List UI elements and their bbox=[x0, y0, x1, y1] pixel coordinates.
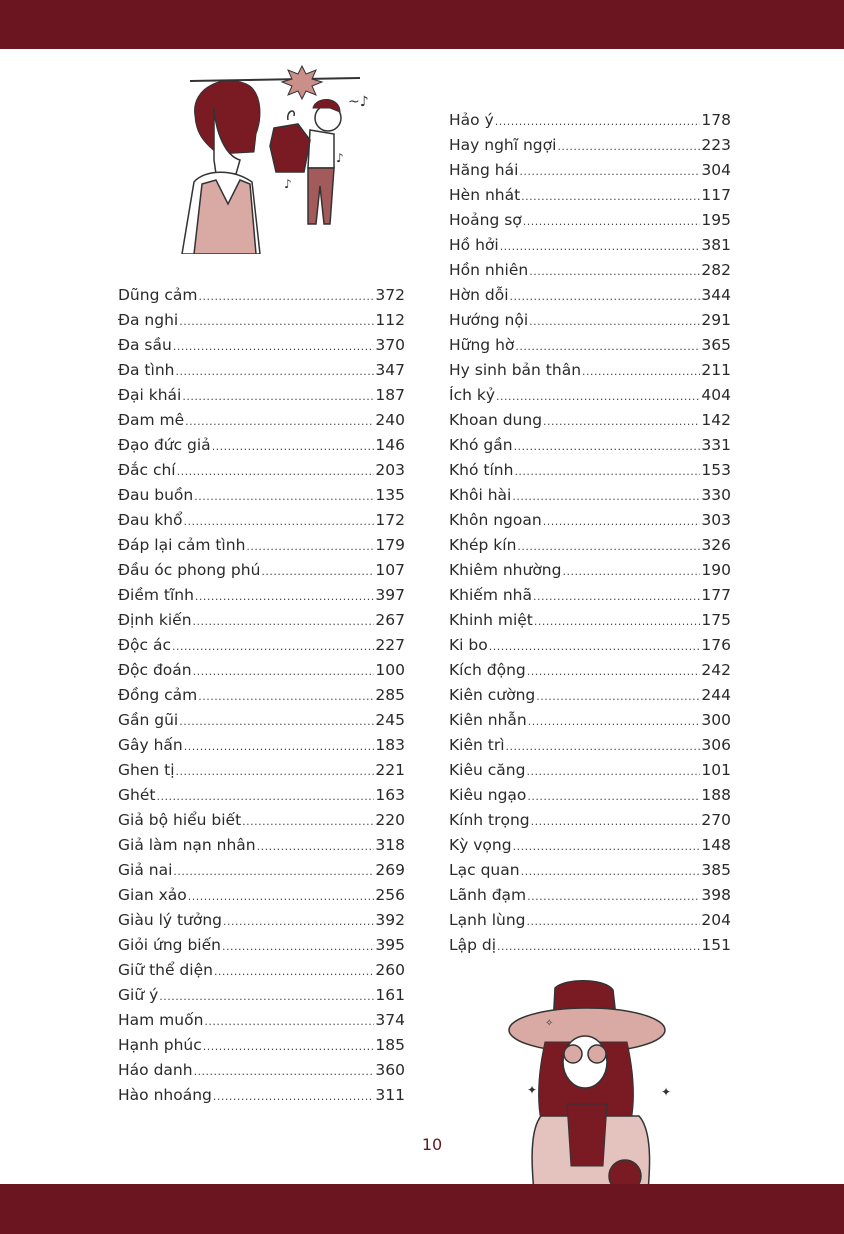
index-entry bbox=[118, 283, 405, 308]
index-term: Khoan dung bbox=[449, 411, 543, 429]
index-page: 175 bbox=[701, 611, 731, 629]
dot-leader bbox=[515, 334, 700, 359]
dot-leader bbox=[582, 359, 700, 384]
dot-leader bbox=[531, 809, 701, 834]
index-page: 112 bbox=[375, 311, 405, 329]
dot-leader bbox=[527, 909, 701, 934]
dot-leader bbox=[495, 109, 701, 134]
index-entry bbox=[449, 808, 731, 833]
dot-leader bbox=[528, 709, 701, 734]
index-entry bbox=[118, 358, 405, 383]
index-term: Đa tình bbox=[118, 361, 175, 379]
index-entry bbox=[449, 633, 731, 658]
index-term: Đắc chí bbox=[118, 461, 176, 479]
dot-leader bbox=[176, 759, 375, 784]
index-entry bbox=[449, 583, 731, 608]
dot-leader bbox=[159, 984, 374, 1009]
index-term: Gây hấn bbox=[118, 736, 183, 754]
dot-leader bbox=[173, 859, 374, 884]
index-entry bbox=[449, 783, 731, 808]
index-page: 221 bbox=[375, 761, 405, 779]
index-page: 372 bbox=[375, 286, 405, 304]
index-page: 195 bbox=[701, 211, 731, 229]
dot-leader bbox=[557, 134, 700, 159]
index-entry bbox=[449, 433, 731, 458]
index-page: 282 bbox=[701, 261, 731, 279]
index-entry bbox=[449, 408, 731, 433]
dot-leader bbox=[526, 759, 700, 784]
dot-leader bbox=[521, 184, 700, 209]
index-term: Kiêu ngạo bbox=[449, 786, 527, 804]
index-term: Đa nghi bbox=[118, 311, 179, 329]
bottom-band bbox=[0, 1184, 844, 1234]
index-page: 374 bbox=[375, 1011, 405, 1029]
index-page: 187 bbox=[375, 386, 405, 404]
index-entry bbox=[449, 508, 731, 533]
index-entry bbox=[118, 708, 405, 733]
index-entry bbox=[118, 483, 405, 508]
index-page: 183 bbox=[375, 736, 405, 754]
index-term: Ích kỷ bbox=[449, 386, 495, 404]
index-entry bbox=[449, 858, 731, 883]
index-entry bbox=[449, 458, 731, 483]
burst-icon bbox=[282, 66, 322, 99]
index-entry bbox=[118, 433, 405, 458]
index-entry bbox=[118, 633, 405, 658]
index-entry bbox=[118, 783, 405, 808]
index-entry bbox=[118, 933, 405, 958]
page-number: 10 bbox=[421, 1135, 443, 1154]
index-page: 100 bbox=[375, 661, 405, 679]
index-term: Khinh miệt bbox=[449, 611, 533, 629]
dot-leader bbox=[527, 784, 700, 809]
index-entry bbox=[449, 908, 731, 933]
dot-leader bbox=[514, 434, 701, 459]
dot-leader bbox=[562, 559, 700, 584]
svg-text:~♪: ~♪ bbox=[348, 94, 369, 110]
index-term: Lập dị bbox=[449, 936, 497, 954]
index-term: Ghen tị bbox=[118, 761, 175, 779]
dot-leader bbox=[184, 734, 375, 759]
dot-leader bbox=[517, 534, 700, 559]
index-term: Kiên cường bbox=[449, 686, 536, 704]
index-term: Khó gần bbox=[449, 436, 513, 454]
index-term: Giữ thể diện bbox=[118, 961, 213, 979]
index-term: Ham muốn bbox=[118, 1011, 204, 1029]
index-page: 303 bbox=[701, 511, 731, 529]
index-page: 347 bbox=[375, 361, 405, 379]
index-entry bbox=[118, 833, 405, 858]
index-entry bbox=[118, 383, 405, 408]
svg-text:✦: ✦ bbox=[527, 1083, 538, 1097]
index-page: 204 bbox=[701, 911, 731, 929]
index-entry bbox=[118, 458, 405, 483]
dot-leader bbox=[193, 609, 375, 634]
dot-leader bbox=[523, 209, 701, 234]
dot-leader bbox=[188, 884, 375, 909]
index-term: Đam mê bbox=[118, 411, 185, 429]
dot-leader bbox=[198, 684, 374, 709]
top-band bbox=[0, 0, 844, 49]
dot-leader bbox=[261, 559, 374, 584]
svg-text:✧: ✧ bbox=[545, 1018, 554, 1029]
dot-leader bbox=[246, 534, 374, 559]
index-column-right bbox=[449, 108, 731, 958]
index-entry bbox=[449, 833, 731, 858]
index-page: 267 bbox=[375, 611, 405, 629]
index-page: 256 bbox=[375, 886, 405, 904]
index-entry bbox=[118, 658, 405, 683]
index-page: 101 bbox=[701, 761, 731, 779]
index-term: Giả nai bbox=[118, 861, 173, 879]
index-page: 370 bbox=[375, 336, 405, 354]
index-page: 269 bbox=[375, 861, 405, 879]
index-entry bbox=[118, 558, 405, 583]
dot-leader bbox=[177, 459, 375, 484]
index-entry bbox=[449, 258, 731, 283]
index-term: Khiêm nhường bbox=[449, 561, 562, 579]
index-term: Hạnh phúc bbox=[118, 1036, 202, 1054]
index-term: Khép kín bbox=[449, 536, 517, 554]
index-term: Hy sinh bản thân bbox=[449, 361, 582, 379]
dot-leader bbox=[257, 834, 375, 859]
index-term: Giàu lý tưởng bbox=[118, 911, 223, 929]
dot-leader bbox=[489, 634, 701, 659]
index-term: Ghét bbox=[118, 786, 156, 804]
dot-leader bbox=[527, 884, 700, 909]
index-entry bbox=[118, 1033, 405, 1058]
dot-leader bbox=[156, 784, 374, 809]
dot-leader bbox=[179, 309, 374, 334]
index-page: 260 bbox=[375, 961, 405, 979]
dot-leader bbox=[213, 1084, 375, 1109]
dot-leader bbox=[198, 284, 374, 309]
dot-leader bbox=[182, 384, 374, 409]
index-entry bbox=[449, 308, 731, 333]
index-term: Giữ ý bbox=[118, 986, 159, 1004]
index-term: Gần gũi bbox=[118, 711, 179, 729]
index-entry bbox=[118, 508, 405, 533]
dot-leader bbox=[185, 409, 374, 434]
index-entry bbox=[449, 233, 731, 258]
index-term: Hào nhoáng bbox=[118, 1086, 212, 1104]
index-term: Đầu óc phong phú bbox=[118, 561, 261, 579]
index-term: Giả bộ hiểu biết bbox=[118, 811, 242, 829]
index-entry bbox=[118, 533, 405, 558]
index-term: Kiên nhẫn bbox=[449, 711, 527, 729]
dot-leader bbox=[536, 684, 700, 709]
index-entry bbox=[118, 1008, 405, 1033]
dot-leader bbox=[521, 859, 701, 884]
index-page: 240 bbox=[375, 411, 405, 429]
dot-leader bbox=[534, 609, 701, 634]
index-term: Gian xảo bbox=[118, 886, 187, 904]
index-term: Đồng cảm bbox=[118, 686, 198, 704]
index-page: 223 bbox=[701, 136, 731, 154]
index-page: 385 bbox=[701, 861, 731, 879]
dot-leader bbox=[212, 434, 375, 459]
index-entry bbox=[449, 758, 731, 783]
index-entry bbox=[118, 983, 405, 1008]
index-entry bbox=[449, 483, 731, 508]
index-term: Lạc quan bbox=[449, 861, 520, 879]
dot-leader bbox=[195, 584, 374, 609]
dot-leader bbox=[223, 909, 374, 934]
index-entry bbox=[118, 958, 405, 983]
index-entry bbox=[449, 658, 731, 683]
svg-text:♪: ♪ bbox=[336, 151, 344, 165]
index-page: 176 bbox=[701, 636, 731, 654]
index-entry bbox=[449, 358, 731, 383]
dot-leader bbox=[506, 734, 701, 759]
dot-leader bbox=[214, 959, 374, 984]
index-entry bbox=[118, 583, 405, 608]
index-term: Hồ hởi bbox=[449, 236, 499, 254]
dot-leader bbox=[513, 834, 701, 859]
index-entry bbox=[118, 733, 405, 758]
index-page: 306 bbox=[701, 736, 731, 754]
index-entry bbox=[118, 1083, 405, 1108]
index-page: 188 bbox=[701, 786, 731, 804]
index-term: Kính trọng bbox=[449, 811, 530, 829]
index-page: 107 bbox=[375, 561, 405, 579]
index-entry bbox=[449, 558, 731, 583]
index-term: Dũng cảm bbox=[118, 286, 198, 304]
index-term: Điềm tĩnh bbox=[118, 586, 194, 604]
index-page: 220 bbox=[375, 811, 405, 829]
index-term: Đại khái bbox=[118, 386, 182, 404]
index-page: 178 bbox=[701, 111, 731, 129]
index-term: Giả làm nạn nhân bbox=[118, 836, 256, 854]
index-term: Đau buồn bbox=[118, 486, 194, 504]
index-page: 211 bbox=[701, 361, 731, 379]
index-page: 227 bbox=[375, 636, 405, 654]
dot-leader bbox=[500, 234, 701, 259]
dot-leader bbox=[533, 584, 700, 609]
index-page: 395 bbox=[375, 936, 405, 954]
index-entry bbox=[118, 883, 405, 908]
index-entry bbox=[449, 208, 731, 233]
index-page: 117 bbox=[701, 186, 731, 204]
index-entry bbox=[449, 183, 731, 208]
index-page: 318 bbox=[375, 836, 405, 854]
index-page: 270 bbox=[701, 811, 731, 829]
index-page: 397 bbox=[375, 586, 405, 604]
dot-leader bbox=[529, 259, 700, 284]
index-entry bbox=[118, 808, 405, 833]
index-term: Khiếm nhã bbox=[449, 586, 533, 604]
index-term: Kiêu căng bbox=[449, 761, 526, 779]
index-entry bbox=[449, 108, 731, 133]
index-term: Hăng hái bbox=[449, 161, 519, 179]
index-page: 360 bbox=[375, 1061, 405, 1079]
dot-leader bbox=[172, 634, 374, 659]
index-term: Độc ác bbox=[118, 636, 171, 654]
index-entry bbox=[118, 608, 405, 633]
index-term: Khôn ngoan bbox=[449, 511, 542, 529]
index-term: Kiên trì bbox=[449, 736, 505, 754]
dot-leader bbox=[514, 459, 700, 484]
index-entry bbox=[449, 733, 731, 758]
index-page: 161 bbox=[375, 986, 405, 1004]
dot-leader bbox=[543, 509, 701, 534]
index-entry bbox=[118, 908, 405, 933]
dot-leader bbox=[529, 309, 700, 334]
dot-leader bbox=[179, 709, 374, 734]
index-term: Khôi hài bbox=[449, 486, 512, 504]
index-page: 146 bbox=[375, 436, 405, 454]
dot-leader bbox=[193, 659, 375, 684]
index-entry bbox=[449, 708, 731, 733]
index-page: 179 bbox=[375, 536, 405, 554]
index-page: 203 bbox=[375, 461, 405, 479]
index-page: 330 bbox=[701, 486, 731, 504]
index-page: 135 bbox=[375, 486, 405, 504]
index-term: Hay nghĩ ngợi bbox=[449, 136, 557, 154]
index-entry bbox=[449, 283, 731, 308]
index-term: Hoảng sợ bbox=[449, 211, 522, 229]
index-page: 245 bbox=[375, 711, 405, 729]
index-page: 148 bbox=[701, 836, 731, 854]
index-page: 142 bbox=[701, 411, 731, 429]
dot-leader bbox=[204, 1009, 374, 1034]
dot-leader bbox=[242, 809, 374, 834]
index-entry bbox=[449, 133, 731, 158]
index-entry bbox=[118, 758, 405, 783]
dot-leader bbox=[497, 934, 700, 959]
index-entry bbox=[118, 683, 405, 708]
index-entry bbox=[449, 683, 731, 708]
index-term: Hướng nội bbox=[449, 311, 529, 329]
dot-leader bbox=[519, 159, 700, 184]
index-page: 331 bbox=[701, 436, 731, 454]
index-term: Đa sầu bbox=[118, 336, 172, 354]
index-entry bbox=[449, 383, 731, 408]
index-term: Hồn nhiên bbox=[449, 261, 529, 279]
index-term: Hảo ý bbox=[449, 111, 494, 129]
index-page: 365 bbox=[701, 336, 731, 354]
dot-leader bbox=[222, 934, 374, 959]
index-page: 153 bbox=[701, 461, 731, 479]
index-page: 242 bbox=[701, 661, 731, 679]
index-page: 291 bbox=[701, 311, 731, 329]
dot-leader bbox=[203, 1034, 375, 1059]
index-column-left bbox=[118, 283, 405, 1108]
index-page: 381 bbox=[701, 236, 731, 254]
svg-text:✦: ✦ bbox=[661, 1085, 672, 1099]
index-page: 344 bbox=[701, 286, 731, 304]
index-page: 398 bbox=[701, 886, 731, 904]
index-page: 244 bbox=[701, 686, 731, 704]
dot-leader bbox=[510, 284, 701, 309]
index-page: 326 bbox=[701, 536, 731, 554]
index-page: 190 bbox=[701, 561, 731, 579]
index-term: Đáp lại cảm tình bbox=[118, 536, 246, 554]
index-entry bbox=[449, 333, 731, 358]
dot-leader bbox=[184, 509, 375, 534]
index-entry bbox=[449, 533, 731, 558]
index-page: 285 bbox=[375, 686, 405, 704]
index-term: Hờn dỗi bbox=[449, 286, 509, 304]
dot-leader bbox=[496, 384, 700, 409]
index-page: 304 bbox=[701, 161, 731, 179]
index-term: Lạnh lùng bbox=[449, 911, 526, 929]
index-entry bbox=[118, 408, 405, 433]
index-term: Hèn nhát bbox=[449, 186, 521, 204]
index-term: Háo danh bbox=[118, 1061, 193, 1079]
dot-leader bbox=[527, 659, 701, 684]
index-page: 163 bbox=[375, 786, 405, 804]
index-term: Hững hờ bbox=[449, 336, 515, 354]
index-page: 300 bbox=[701, 711, 731, 729]
index-term: Đạo đức giả bbox=[118, 436, 211, 454]
index-entry bbox=[449, 608, 731, 633]
svg-text:♪: ♪ bbox=[284, 177, 292, 191]
index-entry bbox=[118, 333, 405, 358]
index-page: 392 bbox=[375, 911, 405, 929]
dot-leader bbox=[543, 409, 700, 434]
index-entry bbox=[449, 933, 731, 958]
dot-leader bbox=[194, 484, 374, 509]
index-term: Độc đoán bbox=[118, 661, 192, 679]
index-term: Lãnh đạm bbox=[449, 886, 527, 904]
index-term: Định kiến bbox=[118, 611, 192, 629]
index-page: 185 bbox=[375, 1036, 405, 1054]
index-term: Đau khổ bbox=[118, 511, 183, 529]
index-term: Kỳ vọng bbox=[449, 836, 512, 854]
index-entry bbox=[449, 883, 731, 908]
dot-leader bbox=[173, 334, 375, 359]
index-term: Khó tính bbox=[449, 461, 514, 479]
index-page: 177 bbox=[701, 586, 731, 604]
index-page: 172 bbox=[375, 511, 405, 529]
dot-leader bbox=[512, 484, 700, 509]
index-entry bbox=[449, 158, 731, 183]
index-entry bbox=[118, 858, 405, 883]
index-page: 404 bbox=[701, 386, 731, 404]
index-page: 311 bbox=[375, 1086, 405, 1104]
index-page: 151 bbox=[701, 936, 731, 954]
index-entry bbox=[118, 308, 405, 333]
dot-leader bbox=[194, 1059, 375, 1084]
index-entry bbox=[118, 1058, 405, 1083]
illustration-couple bbox=[170, 64, 370, 254]
index-term: Ki bo bbox=[449, 636, 488, 654]
dot-leader bbox=[175, 359, 374, 384]
index-term: Giỏi ứng biến bbox=[118, 936, 221, 954]
index-term: Kích động bbox=[449, 661, 526, 679]
